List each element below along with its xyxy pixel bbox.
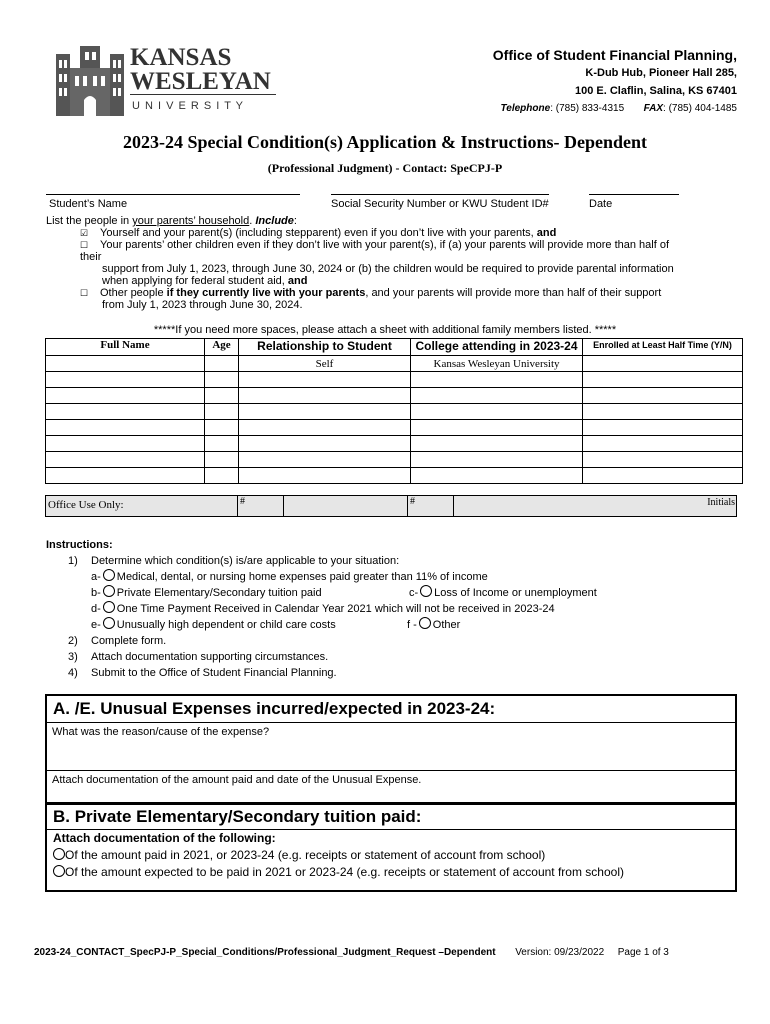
logo-line2: WESLEYAN (130, 68, 271, 95)
cell-name[interactable] (46, 420, 205, 436)
header-college: College attending in 2023-24 (415, 339, 578, 353)
radio-icon[interactable] (53, 848, 65, 860)
tuition-option-1: Of the amount paid in 2021, or 2023-24 (e.g. receipts or statement of account from school) (53, 847, 735, 864)
household-item-1: ☑ Yourself and your parent(s) (including stepparent) even if you don’t live with your parents, and (80, 227, 557, 239)
phone-value: : (785) 833-4315 (550, 103, 625, 114)
office-hash1-cell: # (237, 496, 284, 516)
cell-age[interactable] (205, 452, 239, 468)
household-item-2-cont2: support from July 1, 2023, through June 30, 2024 or (b) the children would be required to provide parental information (102, 263, 674, 275)
cell-enrolled[interactable] (583, 356, 743, 372)
building-icon (52, 44, 128, 116)
checkbox-icon: ☐ (80, 240, 89, 250)
cell-college[interactable] (411, 372, 583, 388)
table-row (46, 468, 743, 484)
household-item-2-cont3: when applying for federal student aid, and (102, 275, 308, 287)
radio-icon[interactable] (419, 617, 431, 629)
cell-relationship: Self (239, 356, 411, 372)
phone-label: Telephone (500, 103, 551, 114)
cell-age[interactable] (205, 388, 239, 404)
radio-icon[interactable] (420, 585, 432, 597)
section-a (45, 694, 737, 804)
cell-relationship[interactable] (239, 420, 411, 436)
page-subtitle: (Professional Judgment) - Contact: SpeCPJ-P (267, 161, 503, 175)
radio-icon[interactable] (103, 585, 115, 597)
university-logo (52, 44, 278, 116)
table-row (46, 420, 743, 436)
header-enrolled: Enrolled at Least Half Time (Y/N) (593, 340, 732, 350)
office-hash2-cell: # (407, 496, 454, 516)
cell-college[interactable] (411, 436, 583, 452)
instructions-heading: Instructions: (46, 539, 113, 551)
date-label: Date (589, 198, 613, 210)
cell-enrolled[interactable] (583, 404, 743, 420)
office-use-row (45, 495, 737, 517)
cell-name[interactable] (46, 468, 205, 484)
office-contact (493, 100, 737, 118)
student-name-label: Student’s Name (49, 198, 128, 210)
cell-name[interactable] (46, 356, 205, 372)
section-b (45, 803, 737, 892)
cell-age[interactable] (205, 436, 239, 452)
section-a-heading: A. /E. Unusual Expenses incurred/expected in 2023-24: (47, 696, 735, 723)
cell-relationship[interactable] (239, 452, 411, 468)
checkbox-icon: ☑ (80, 228, 89, 238)
expense-reason-field[interactable] (47, 723, 735, 771)
cell-name[interactable] (46, 436, 205, 452)
step-3: 3) Attach documentation supporting circumstances. (68, 651, 329, 663)
cell-enrolled[interactable] (583, 468, 743, 484)
header-age: Age (212, 339, 231, 351)
office-field1[interactable] (283, 496, 408, 516)
office-field2[interactable] (453, 496, 737, 516)
checkbox-icon: ☐ (80, 288, 89, 298)
logo-line3: U N I V E R S I T Y (132, 100, 244, 112)
footer-page: Page 1 of 3 (617, 947, 669, 958)
cell-college[interactable] (411, 420, 583, 436)
attach-doc-label: Attach documentation of the following: (53, 831, 276, 845)
cell-relationship[interactable] (239, 372, 411, 388)
logo-line1: KANSAS (130, 44, 232, 71)
expense-reason-label: What was the reason/cause of the expense? (52, 726, 270, 738)
footer-file: 2023-24_CONTACT_SpecPJ-P_Special_Conditions/Professional_Judgment_Request –Dependent (34, 947, 496, 958)
table-row (46, 356, 743, 372)
office-line3: 100 E. Claflin, Salina, KS 67401 (574, 85, 737, 97)
radio-icon[interactable] (103, 617, 115, 629)
household-item-2: ☐ Your parents’ other children even if they don’t live with your parent(s), if (a) your parents will provide more than half of (80, 239, 670, 251)
cell-college[interactable] (411, 468, 583, 484)
household-instructions (46, 215, 736, 311)
condition-d: d- One Time Payment Received in Calendar Year 2021 which will not be received in 2023-24 (91, 603, 555, 615)
cell-relationship[interactable] (239, 404, 411, 420)
condition-e-f: e- Unusually high dependent or child care costs f - Other (91, 619, 461, 631)
table-row (46, 388, 743, 404)
cell-college[interactable] (411, 388, 583, 404)
cell-relationship[interactable] (239, 388, 411, 404)
section-b-heading: B. Private Elementary/Secondary tuition paid: (47, 805, 735, 830)
cell-enrolled[interactable] (583, 420, 743, 436)
table-row (46, 372, 743, 388)
cell-college[interactable] (411, 452, 583, 468)
step-2: 2) Complete form. (68, 635, 167, 647)
cell-college: Kansas Wesleyan University (411, 356, 583, 372)
table-row (46, 404, 743, 420)
cell-age[interactable] (205, 356, 239, 372)
cell-age[interactable] (205, 404, 239, 420)
table-row (46, 452, 743, 468)
page-title: 2023-24 Special Condition(s) Application & Instructions- Dependent (122, 132, 648, 152)
cell-age[interactable] (205, 420, 239, 436)
condition-b-c: b- Private Elementary/Secondary tuition paid c- Loss of Income or unemployment (91, 587, 597, 599)
condition-a: a- Medical, dental, or nursing home expenses paid greater than 11% of income (91, 571, 488, 583)
more-spaces-note: *****If you need more spaces, please attach a sheet with additional family members listed. ***** (153, 324, 617, 336)
household-intro: List the people in your parents’ household. Include: (46, 215, 297, 227)
office-line2: K-Dub Hub, Pioneer Hall 285, (585, 67, 737, 79)
radio-icon[interactable] (53, 865, 65, 877)
office-name: Office of Student Financial Planning, (492, 47, 737, 63)
student-name-line[interactable] (46, 194, 300, 195)
logo-rule (130, 94, 276, 95)
family-members-table (45, 338, 743, 484)
fax-label: FAX (643, 103, 664, 114)
cell-name[interactable] (46, 452, 205, 468)
expense-doc-field[interactable] (47, 771, 735, 786)
footer-version: Version: 09/23/2022 (515, 947, 605, 958)
household-item-2-cont: their (80, 251, 102, 263)
cell-age[interactable] (205, 468, 239, 484)
initials-label: Initials (707, 497, 735, 508)
fax-value: : (785) 404-1485 (663, 103, 737, 114)
cell-college[interactable] (411, 404, 583, 420)
page-footer (34, 947, 669, 958)
instructions (46, 537, 736, 681)
cell-name[interactable] (46, 404, 205, 420)
expense-doc-label: Attach documentation of the amount paid and date of the Unusual Expense. (52, 774, 422, 786)
ssn-line[interactable] (331, 194, 549, 195)
household-item-3-cont: from July 1, 2023 through June 30, 2024. (102, 299, 303, 311)
ssn-label: Social Security Number or KWU Student ID# (331, 198, 549, 210)
cell-relationship[interactable] (239, 468, 411, 484)
cell-enrolled[interactable] (583, 436, 743, 452)
cell-name[interactable] (46, 372, 205, 388)
header-full-name: Full Name (100, 339, 150, 351)
header-relationship: Relationship to Student (257, 339, 392, 353)
date-line[interactable] (589, 194, 679, 195)
cell-enrolled[interactable] (583, 452, 743, 468)
cell-enrolled[interactable] (583, 372, 743, 388)
office-use-label: Office Use Only: (48, 499, 124, 511)
table-row (46, 436, 743, 452)
radio-icon[interactable] (103, 601, 115, 613)
radio-icon[interactable] (103, 569, 115, 581)
step-1: 1) Determine which condition(s) is/are applicable to your situation: (68, 555, 400, 567)
household-item-3: ☐ Other people if they currently live with your parents, and your parents will provide more than half of their support (80, 287, 662, 299)
cell-name[interactable] (46, 388, 205, 404)
office-address (493, 46, 737, 118)
table-header-row (46, 339, 743, 356)
cell-age[interactable] (205, 372, 239, 388)
cell-relationship[interactable] (239, 436, 411, 452)
cell-enrolled[interactable] (583, 388, 743, 404)
step-4: 4) Submit to the Office of Student Financial Planning. (68, 667, 337, 679)
tuition-option-2: Of the amount expected to be paid in 2021 or 2023-24 (e.g. receipts or statement of account from school) (53, 864, 735, 881)
